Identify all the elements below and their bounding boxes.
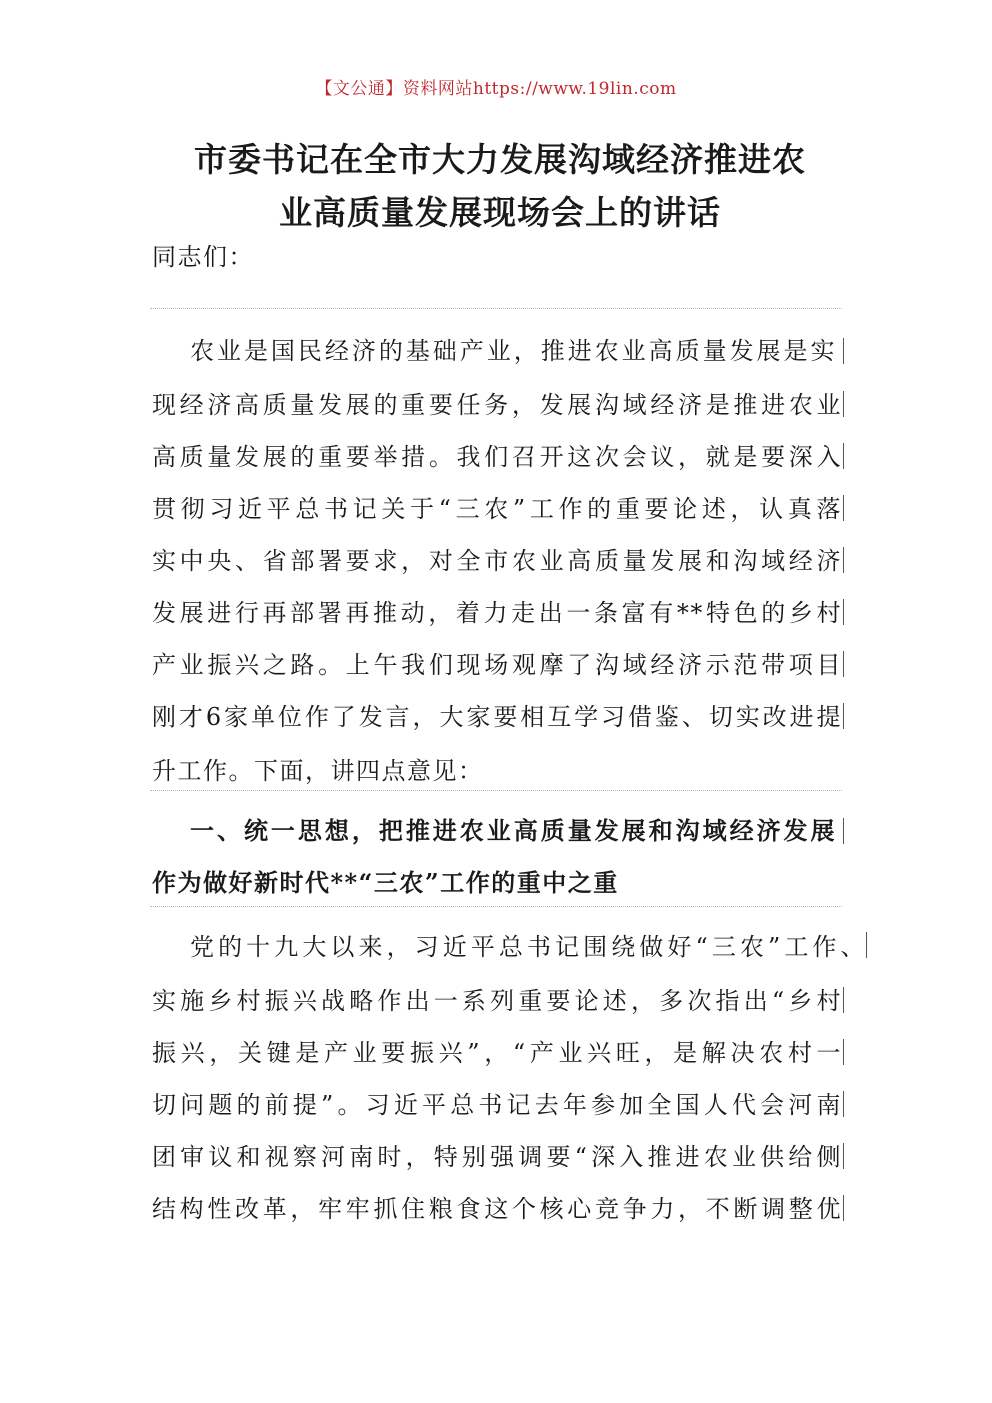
rmark-intro-1 <box>843 338 844 364</box>
intro-line-7: 产业振兴之路。上午我们现场观摩了沟域经济示范带项目 <box>152 651 842 679</box>
rmark-intro-8 <box>843 703 844 729</box>
rmark-body-2 <box>843 987 844 1013</box>
rmark-heading-1 <box>843 818 844 844</box>
intro-line-6: 发展进行再部署再推动，着力走出一条富有**特色的乡村 <box>152 599 842 627</box>
divider-after-intro <box>150 790 842 791</box>
rmark-intro-3 <box>843 443 844 469</box>
section-1-body-line-2: 实施乡村振兴战略作出一系列重要论述，多次指出“乡村 <box>152 987 842 1015</box>
section-1-body-line-1: 党的十九大以来，习近平总书记围绕做好“三农”工作、 <box>190 933 866 961</box>
rmark-body-3 <box>843 1039 844 1065</box>
rmark-body-5 <box>843 1143 844 1169</box>
section-1-body-line-6: 结构性改革，牢牢抓住粮食这个核心竞争力，不断调整优 <box>152 1195 842 1223</box>
rmark-intro-6 <box>843 599 844 625</box>
intro-line-5: 实中央、省部署要求，对全市农业高质量发展和沟域经济 <box>152 547 842 575</box>
intro-line-9: 升工作。下面，讲四点意见： <box>152 757 484 785</box>
intro-line-2: 现经济高质量发展的重要任务，发展沟域经济是推进农业 <box>152 391 842 419</box>
section-1-body-line-5: 团审议和视察河南时，特别强调要“深入推进农业供给侧 <box>152 1143 842 1171</box>
intro-line-8: 刚才6家单位作了发言，大家要相互学习借鉴、切实改进提 <box>152 703 842 731</box>
source-header[interactable]: 【文公通】资料网站https://www.19lin.com <box>315 79 677 99</box>
salutation: 同志们： <box>152 243 254 271</box>
divider-after-heading <box>150 906 842 907</box>
rmark-intro-2 <box>843 391 844 417</box>
rmark-body-1 <box>866 932 867 958</box>
divider-after-salutation <box>150 308 842 309</box>
document-title-line-1: 市委书记在全市大力发展沟域经济推进农 <box>194 140 806 179</box>
section-1-heading-line-2: 作为做好新时代**“三农”工作的重中之重 <box>152 868 619 897</box>
rmark-intro-4 <box>843 495 844 521</box>
document-title-line-2: 业高质量发展现场会上的讲话 <box>279 193 721 232</box>
intro-line-3: 高质量发展的重要举措。我们召开这次会议，就是要深入 <box>152 443 842 471</box>
rmark-body-6 <box>843 1195 844 1221</box>
section-1-heading-line-1: 一、统一思想，把推进农业高质量发展和沟域经济发展 <box>190 816 836 845</box>
rmark-intro-7 <box>843 651 844 677</box>
rmark-intro-5 <box>843 547 844 573</box>
rmark-body-4 <box>843 1091 844 1117</box>
intro-line-1: 农业是国民经济的基础产业，推进农业高质量发展是实 <box>190 337 836 365</box>
section-1-body-line-4: 切问题的前提”。习近平总书记去年参加全国人代会河南 <box>152 1091 842 1119</box>
intro-line-4: 贯彻习近平总书记关于“三农”工作的重要论述，认真落 <box>152 495 842 523</box>
section-1-body-line-3: 振兴，关键是产业要振兴”，“产业兴旺，是解决农村一 <box>152 1039 842 1067</box>
